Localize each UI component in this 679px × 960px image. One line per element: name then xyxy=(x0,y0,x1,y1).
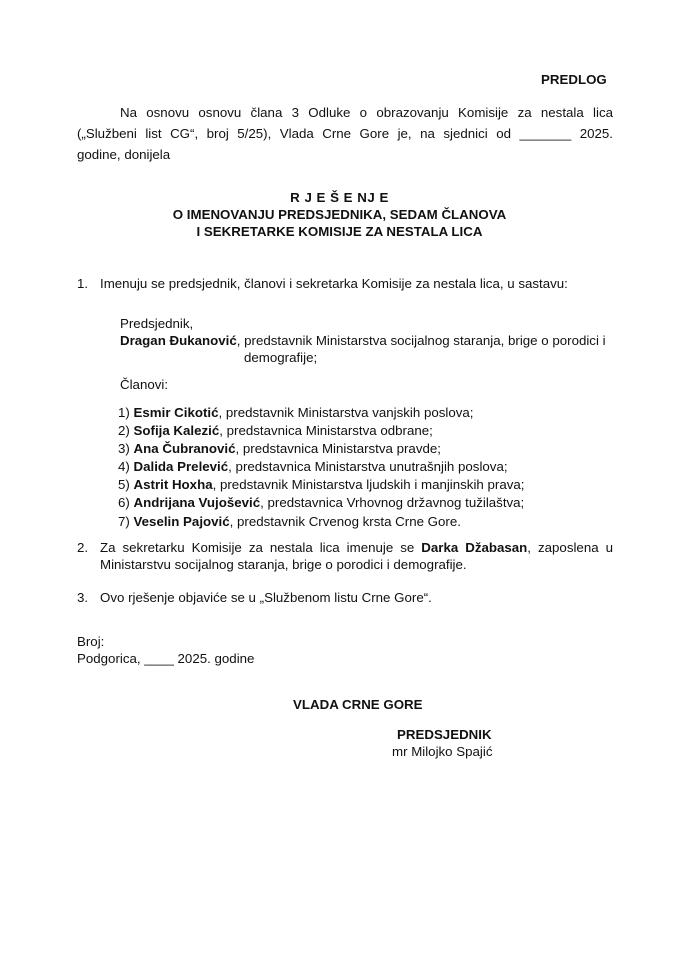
president-description-cont: demografije; xyxy=(244,350,318,365)
member-number: 2) xyxy=(118,423,130,439)
number-label: Broj: xyxy=(77,634,105,649)
list-item xyxy=(118,404,524,422)
intro-line-1: Na osnovu osnovu člana 3 Odluke o obrazovanju Komisije za nestala lica xyxy=(120,105,613,120)
item-2-line-2: Ministarstvu socijalnog staranja, brige o porodici i demografije. xyxy=(100,557,467,572)
government-name: VLADA CRNE GORE xyxy=(293,697,423,712)
president-name: Dragan Đukanović xyxy=(120,333,237,348)
members-heading: Članovi: xyxy=(120,377,169,392)
intro-line-3: godine, donijela xyxy=(77,147,171,162)
document-subtitle-line-2: I SEKRETARKE KOMISIJE ZA NESTALA LICA xyxy=(196,224,483,239)
item-3-number: 3. xyxy=(77,590,89,605)
member-number: 6) xyxy=(118,495,130,511)
intro-line-2: („Službeni list CG“, broj 5/25), Vlada Crne Gore je, na sjednici od _______ 2025. xyxy=(77,126,613,141)
member-description: , predstavnik Ministarstva ljudskih i manjinskih prava; xyxy=(212,477,525,493)
member-description: , predstavnica Ministarstva odbrane; xyxy=(219,423,433,439)
signatory-name: mr Milojko Spajić xyxy=(392,744,493,759)
list-item xyxy=(118,476,524,494)
president-entry xyxy=(120,332,606,349)
members-list xyxy=(118,404,524,531)
president-heading: Predsjednik, xyxy=(120,316,194,331)
item-2-text-before: Za sekretarku Komisije za nestala lica imenuje se xyxy=(100,540,415,555)
list-item xyxy=(118,513,524,531)
item-2-text-after: , zaposlena u xyxy=(527,540,613,555)
place-date: Podgorica, ____ 2025. godine xyxy=(77,651,255,666)
member-name: Ana Čubranović xyxy=(133,441,236,457)
list-item xyxy=(118,458,524,476)
member-name: Dalida Prelević xyxy=(133,459,229,475)
list-item xyxy=(118,422,524,440)
member-number: 1) xyxy=(118,405,130,420)
president-description: , predstavnik Ministarstva socijalnog staranja, brige o porodici i xyxy=(236,333,606,348)
member-description: , predstavnica Ministarstva pravde; xyxy=(235,441,441,457)
member-description: , predstavnica Vrhovnog državnog tužilaštva; xyxy=(260,495,525,511)
member-description: , predstavnica Ministarstva unutrašnjih poslova; xyxy=(228,459,508,475)
list-item xyxy=(118,494,524,512)
item-2-number: 2. xyxy=(77,540,89,555)
member-number: 5) xyxy=(118,477,130,493)
member-number: 3) xyxy=(118,441,130,457)
member-number: 4) xyxy=(118,459,130,475)
member-number: 7) xyxy=(118,513,130,529)
item-2-line-1 xyxy=(100,539,613,556)
item-1-text: Imenuju se predsjednik, članovi i sekretarka Komisije za nestala lica, u sastavu: xyxy=(100,276,568,291)
member-name: Esmir Cikotić xyxy=(133,405,219,420)
member-name: Andrijana Vujošević xyxy=(133,495,261,511)
member-description: , predstavnik Ministarstva vanjskih poslova; xyxy=(218,405,474,420)
member-name: Astrit Hoxha xyxy=(133,477,213,493)
list-item xyxy=(118,440,524,458)
document-subtitle-line-1: O IMENOVANJU PREDSJEDNIKA, SEDAM ČLANOVA xyxy=(172,207,507,222)
item-1-number: 1. xyxy=(77,276,89,291)
member-description: , predstavnik Crvenog krsta Crne Gore. xyxy=(229,513,461,529)
document-title: R J E Š E NJ E xyxy=(290,190,389,205)
proposal-label: PREDLOG xyxy=(541,72,607,87)
item-3-text: Ovo rješenje objaviće se u „Službenom listu Crne Gore“. xyxy=(100,590,432,605)
secretary-name: Darka Džabasan xyxy=(421,540,528,555)
signatory-role: PREDSJEDNIK xyxy=(397,727,492,742)
member-name: Veselin Pajović xyxy=(133,513,230,529)
member-name: Sofija Kalezić xyxy=(133,423,220,439)
